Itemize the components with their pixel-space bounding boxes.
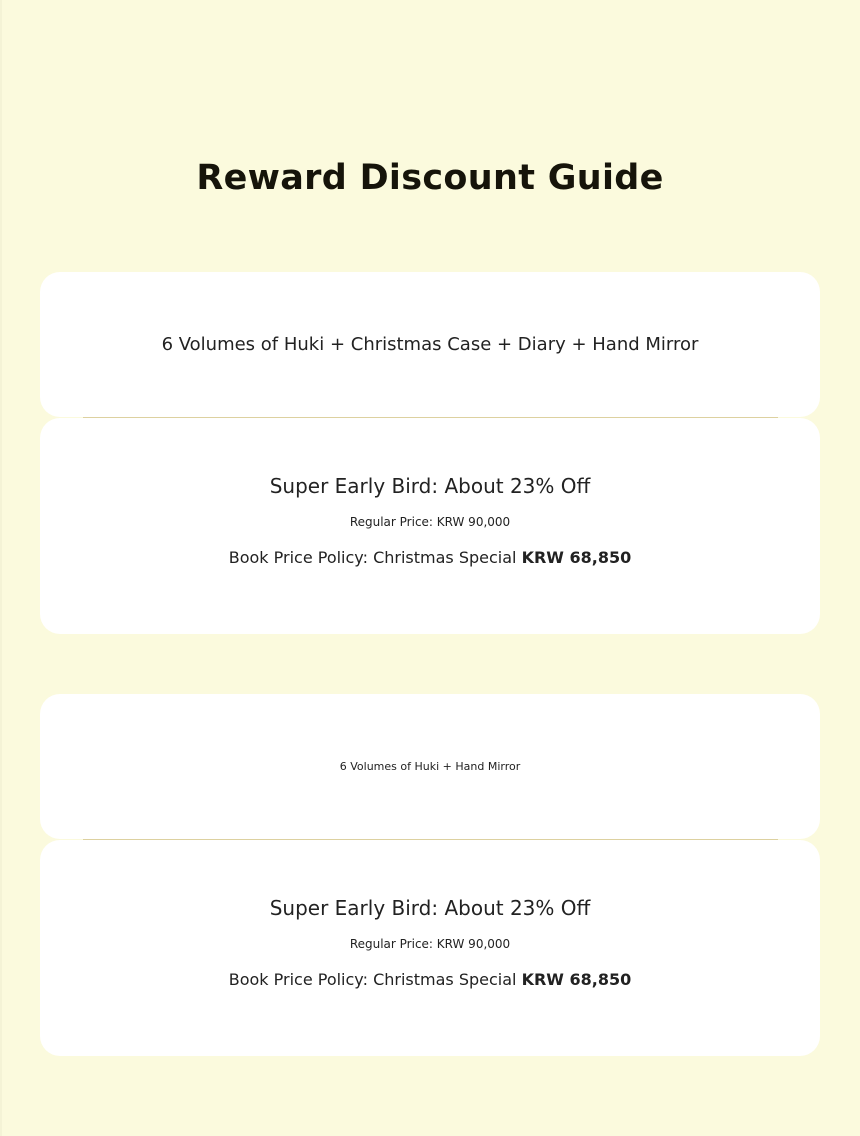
reward-card-body-2 — [40, 840, 820, 1056]
reward-price-2: KRW 68,850 — [521, 970, 632, 989]
reward-regular-price-2: Regular Price: KRW 90,000 — [349, 937, 511, 951]
reward-card-body-1 — [40, 418, 820, 634]
reward-card-header-1 — [40, 272, 820, 417]
reward-policy-label-2: Book Price Policy: Christmas Special — [228, 970, 517, 989]
reward-card-header-2 — [40, 694, 820, 839]
reward-policy-1 — [40, 548, 820, 567]
reward-regular-price-1: Regular Price: KRW 90,000 — [349, 515, 511, 529]
reward-policy-2 — [40, 970, 820, 989]
reward-items-1: 6 Volumes of Huki + Christmas Case + Diary + Hand Mirror — [161, 334, 699, 355]
reward-offer-1: Super Early Bird: About 23% Off — [269, 474, 591, 498]
reward-offer-2: Super Early Bird: About 23% Off — [269, 896, 591, 920]
page-title: Reward Discount Guide — [196, 158, 664, 198]
reward-policy-label-1: Book Price Policy: Christmas Special — [228, 548, 517, 567]
reward-items-2: 6 Volumes of Huki + Hand Mirror — [339, 760, 521, 773]
reward-price-1: KRW 68,850 — [521, 548, 632, 567]
